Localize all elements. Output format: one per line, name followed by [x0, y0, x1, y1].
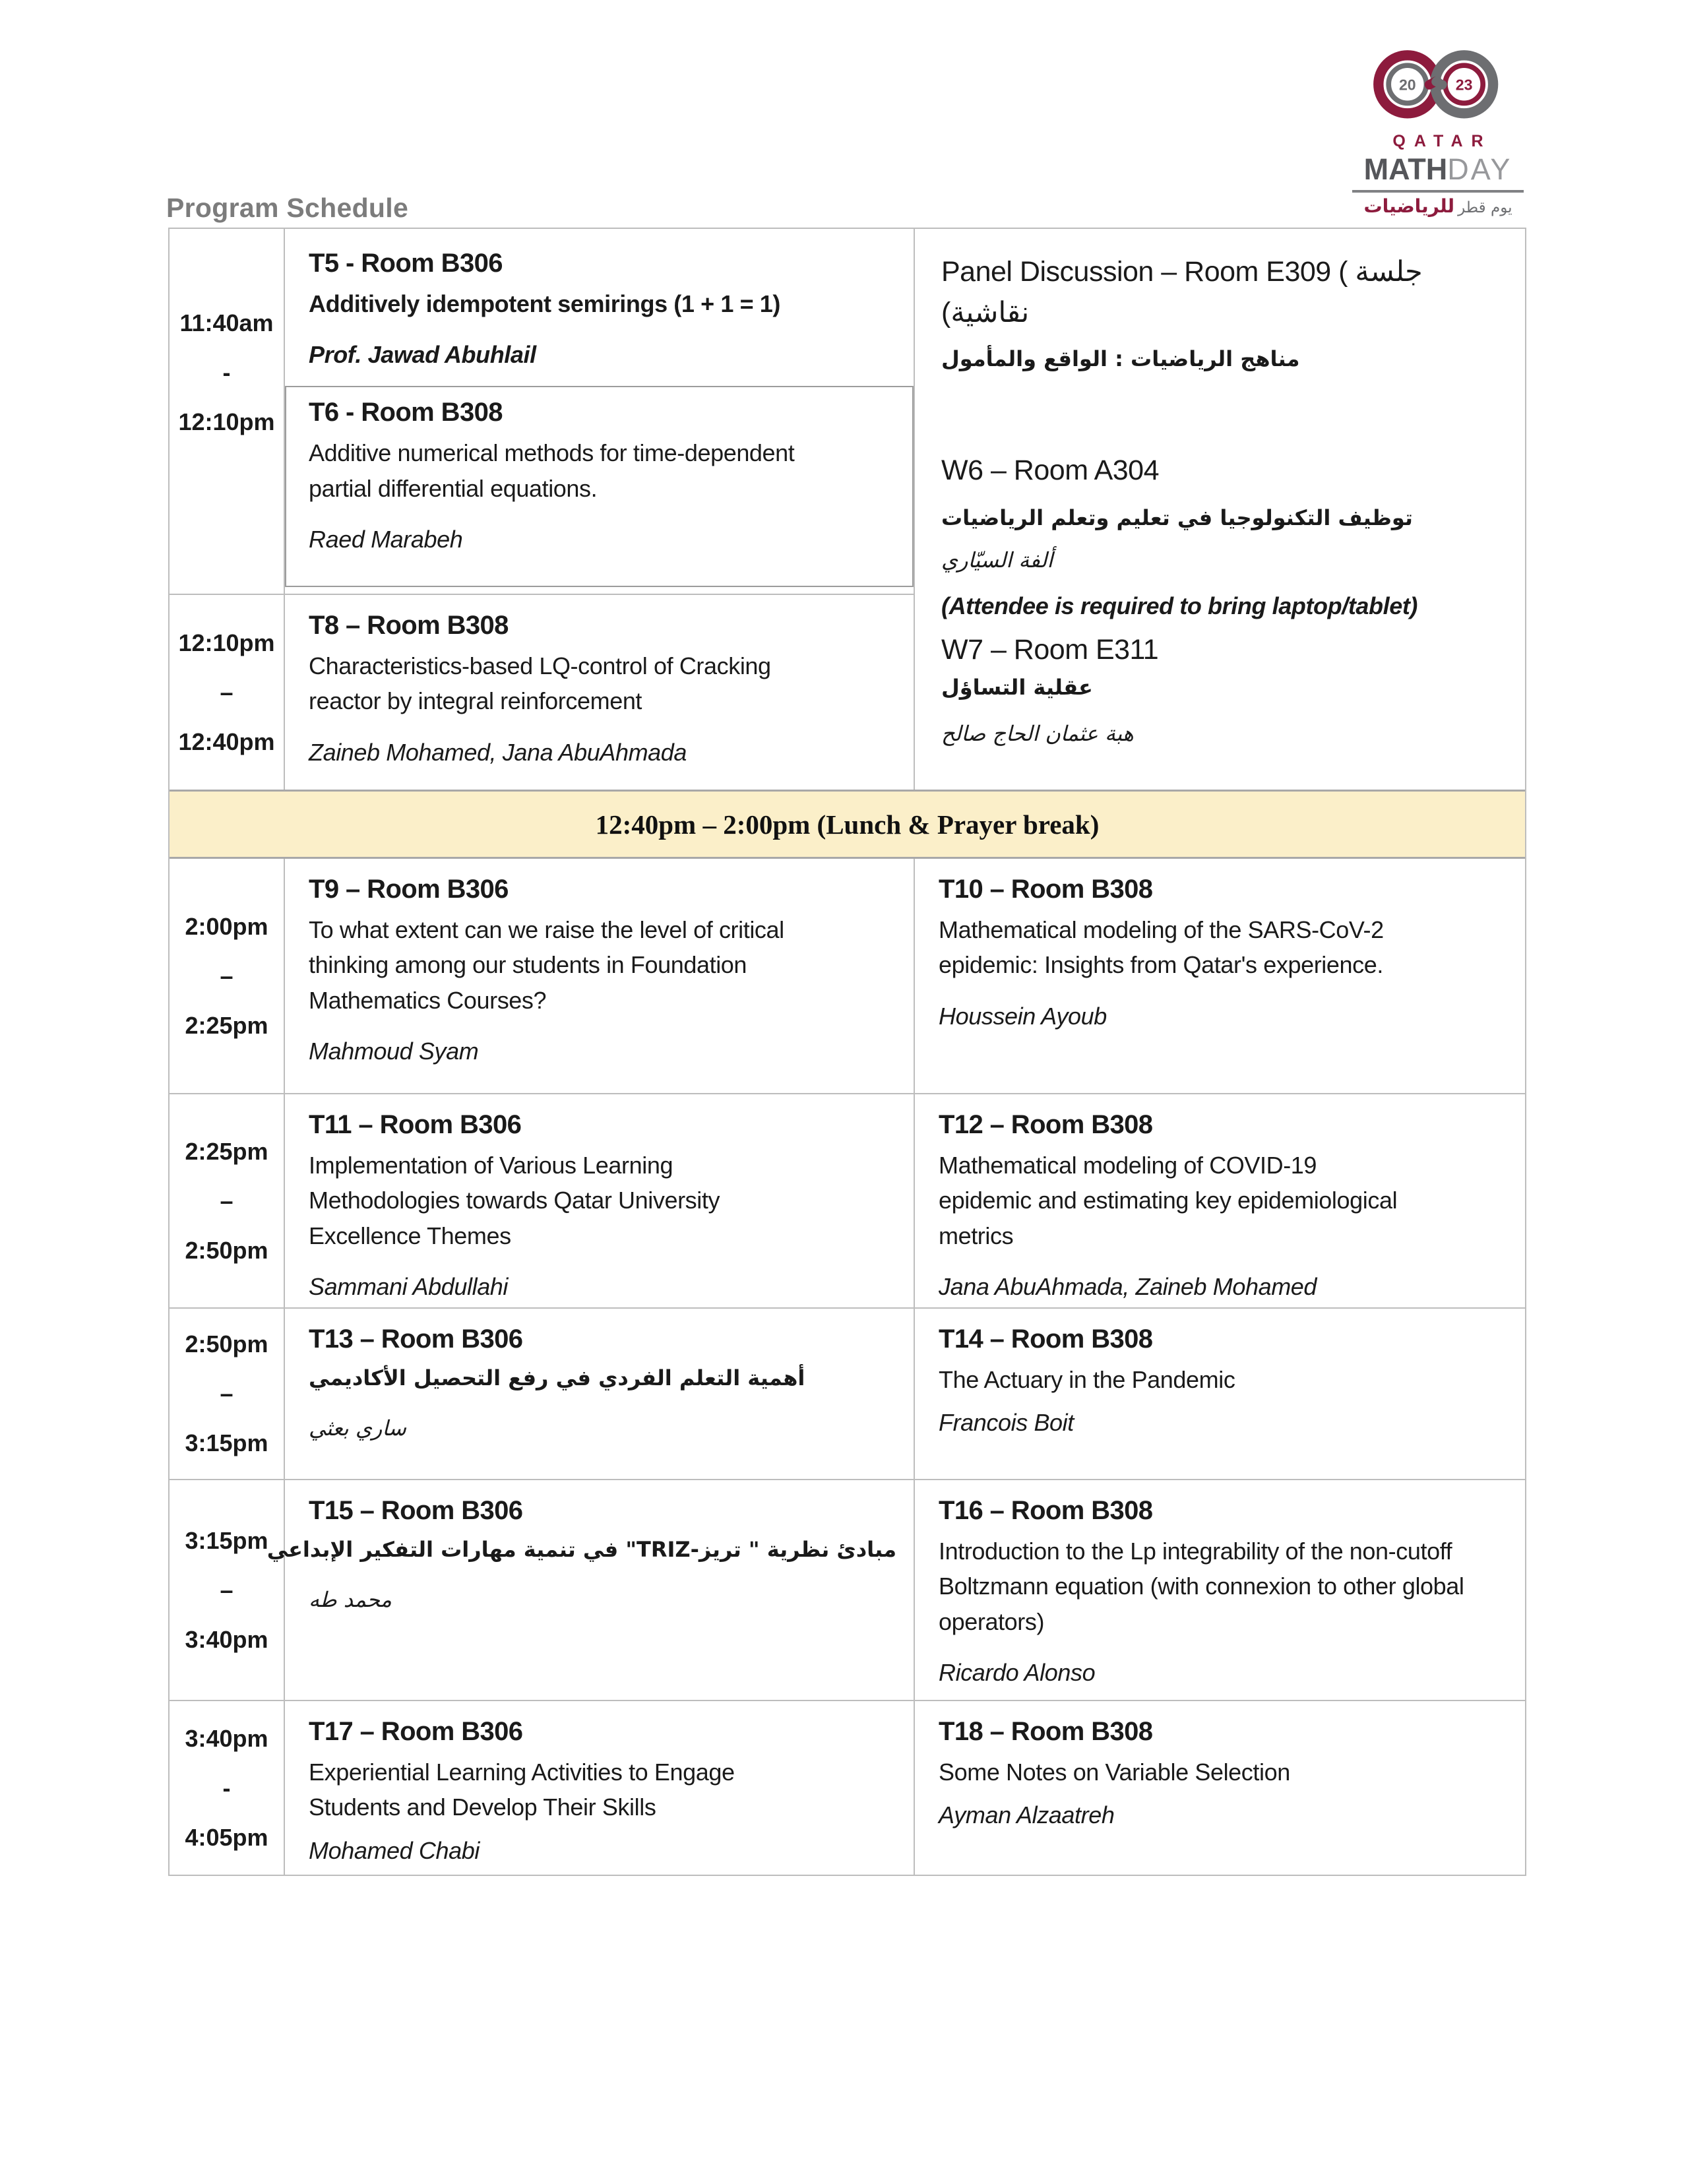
session-card-t8 — [285, 594, 915, 790]
session-heading: T17 – Room B306 — [309, 1717, 523, 1746]
time-start: 3:40pm — [185, 1724, 268, 1752]
w7-subtitle-ar: عقلية التساؤل — [941, 674, 1093, 700]
time-end: 12:40pm — [178, 728, 275, 755]
session-heading: T16 – Room B308 — [939, 1496, 1153, 1525]
session-card-t12 — [915, 1093, 1525, 1307]
time-dash: – — [220, 1187, 234, 1214]
panel-heading — [941, 251, 1508, 334]
session-heading: T10 – Room B308 — [939, 875, 1153, 904]
session-speaker-ar: ساري بعثي — [309, 1415, 406, 1441]
session-card-t6 — [285, 386, 914, 587]
session-title: Mathematical modeling of the SARS-CoV-2 epidemic: Insights from Qatar's experience. — [939, 916, 1384, 979]
session-card-t9 — [285, 859, 915, 1093]
time-cell — [170, 594, 285, 790]
w6-heading: W6 – Room A304 — [941, 454, 1160, 487]
session-speaker: Prof. Jawad Abuhlail — [309, 341, 536, 369]
session-speaker-ar: محمد طه — [309, 1586, 392, 1612]
logo-year-right: 23 — [1455, 76, 1473, 94]
session-heading: T13 – Room B306 — [309, 1325, 523, 1354]
time-dash: – — [220, 678, 234, 706]
schedule-table — [168, 228, 1526, 1876]
panel-subtitle-ar: مناهج الرياضيات : الواقع والمأمول — [941, 346, 1300, 371]
session-speaker: Ricardo Alonso — [939, 1658, 1096, 1686]
lunch-break-row: 12:40pm – 2:00pm (Lunch & Prayer break) — [170, 790, 1525, 859]
session-title: Introduction to the Lp integrability of the non-cutoff Boltzmann equation (with connexion to other global operators) — [939, 1538, 1464, 1635]
time-start: 12:10pm — [178, 629, 275, 656]
logo-mathday-text: MATHDAY — [1363, 152, 1512, 186]
session-speaker: Houssein Ayoub — [939, 1002, 1107, 1030]
session-card-t18 — [915, 1700, 1525, 1875]
session-heading: T8 – Room B308 — [309, 611, 509, 640]
session-title: Some Notes on Variable Selection — [939, 1759, 1290, 1786]
session-card-panel-workshops — [915, 229, 1525, 790]
session-title: Experiential Learning Activities to Engage Students and Develop Their Skills — [309, 1759, 735, 1821]
session-speaker: Ayman Alzaatreh — [939, 1801, 1115, 1829]
time-cell — [170, 1479, 285, 1700]
time-cell — [170, 1700, 285, 1875]
w6-speaker-ar: ألفة السيّاري — [941, 547, 1053, 573]
session-card-t10 — [915, 859, 1525, 1093]
session-card-t11 — [285, 1093, 915, 1307]
time-start: 2:00pm — [185, 912, 268, 940]
time-dash: – — [220, 1576, 234, 1604]
time-cell — [170, 229, 285, 594]
session-heading: T11 – Room B306 — [309, 1110, 522, 1139]
session-heading: T12 – Room B308 — [939, 1110, 1153, 1139]
session-heading: T15 – Room B306 — [309, 1496, 523, 1525]
time-start: 2:50pm — [185, 1330, 268, 1357]
session-card-t14 — [915, 1307, 1525, 1479]
logo-qatar-text: QATAR — [1392, 132, 1492, 150]
time-end: 4:05pm — [185, 1823, 268, 1851]
time-dash: – — [220, 1380, 234, 1407]
session-card-t5 — [285, 229, 914, 369]
time-end: 2:25pm — [185, 1011, 268, 1039]
time-dash: – — [220, 962, 234, 989]
time-dash: - — [222, 1774, 231, 1801]
session-heading: T9 – Room B306 — [309, 875, 509, 904]
time-start: 11:40am — [179, 309, 274, 336]
qatar-math-day-logo — [1347, 42, 1529, 217]
session-title: Implementation of Various Learning Methodologies towards Qatar University Excellence Themes — [309, 1152, 720, 1249]
session-title: The Actuary in the Pandemic — [939, 1366, 1235, 1393]
session-card-t16 — [915, 1479, 1525, 1700]
infinity-logo-icon — [1358, 42, 1518, 129]
session-speaker: Francois Boit — [939, 1409, 1074, 1437]
session-heading: T18 – Room B308 — [939, 1717, 1153, 1746]
time-cell — [170, 1307, 285, 1479]
session-title: Additive numerical methods for time-dependent partial differential equations. — [309, 439, 795, 502]
session-speaker: Mahmoud Syam — [309, 1037, 479, 1065]
time-start: 3:15pm — [185, 1526, 268, 1554]
panel-heading-line1: Panel Discussion – Room E309 ( جلسة — [941, 256, 1423, 288]
session-speaker: Sammani Abdullahi — [309, 1272, 509, 1300]
session-heading: T6 - Room B308 — [309, 398, 503, 427]
time-end: 2:50pm — [185, 1236, 268, 1264]
time-cell — [170, 1093, 285, 1307]
attendee-note: (Attendee is required to bring laptop/tablet) — [941, 592, 1418, 619]
session-title: Additively idempotent semirings (1 + 1 = 1) — [309, 290, 780, 317]
session-speaker: Raed Marabeh — [309, 525, 463, 553]
w7-speaker-ar: هبة عثمان الحاج صالح — [941, 720, 1134, 746]
session-card-t15 — [266, 1479, 915, 1700]
time-start: 2:25pm — [185, 1137, 268, 1165]
session-title-ar: أهمية التعلم الفردي في رفع التحصيل الأكاديمي — [309, 1365, 805, 1390]
logo-arabic-text: يوم قطر للرياضيات — [1363, 195, 1512, 217]
w6-subtitle-ar: توظيف التكنولوجيا في تعليم وتعلم الرياضيات — [941, 505, 1413, 530]
session-heading: T5 - Room B306 — [309, 249, 503, 278]
session-speaker: Jana AbuAhmada, Zaineb Mohamed — [939, 1272, 1317, 1300]
w7-heading: W7 – Room E311 — [941, 633, 1159, 666]
session-speaker: Mohamed Chabi — [309, 1836, 480, 1864]
panel-heading-line2: (نقاشية — [941, 297, 1030, 329]
session-title-ar: مبادئ نظرية " تريز-TRIZ" في تنمية مهارات التفكير الإبداعي — [266, 1537, 896, 1562]
session-card-t17 — [285, 1700, 915, 1875]
session-card-t13 — [285, 1307, 915, 1479]
time-cell — [170, 859, 285, 1093]
logo-divider — [1352, 190, 1524, 193]
time-end: 3:15pm — [185, 1429, 268, 1456]
session-title: Characteristics-based LQ-control of Cracking reactor by integral reinforcement — [309, 652, 771, 715]
page-title: Program Schedule — [166, 193, 409, 223]
session-title: To what extent can we raise the level of critical thinking among our students in Foundation Mathematics Courses? — [309, 916, 784, 1014]
time-end: 3:40pm — [185, 1625, 268, 1653]
session-title: Mathematical modeling of COVID-19 epidemic and estimating key epidemiological metrics — [939, 1152, 1398, 1249]
time-dash: - — [222, 358, 231, 386]
session-heading: T14 – Room B308 — [939, 1325, 1153, 1354]
session-speaker: Zaineb Mohamed, Jana AbuAhmada — [309, 738, 687, 766]
time-end: 12:10pm — [178, 408, 275, 435]
session-cell-t5-t6 — [285, 229, 915, 594]
logo-year-left: 20 — [1398, 76, 1416, 94]
